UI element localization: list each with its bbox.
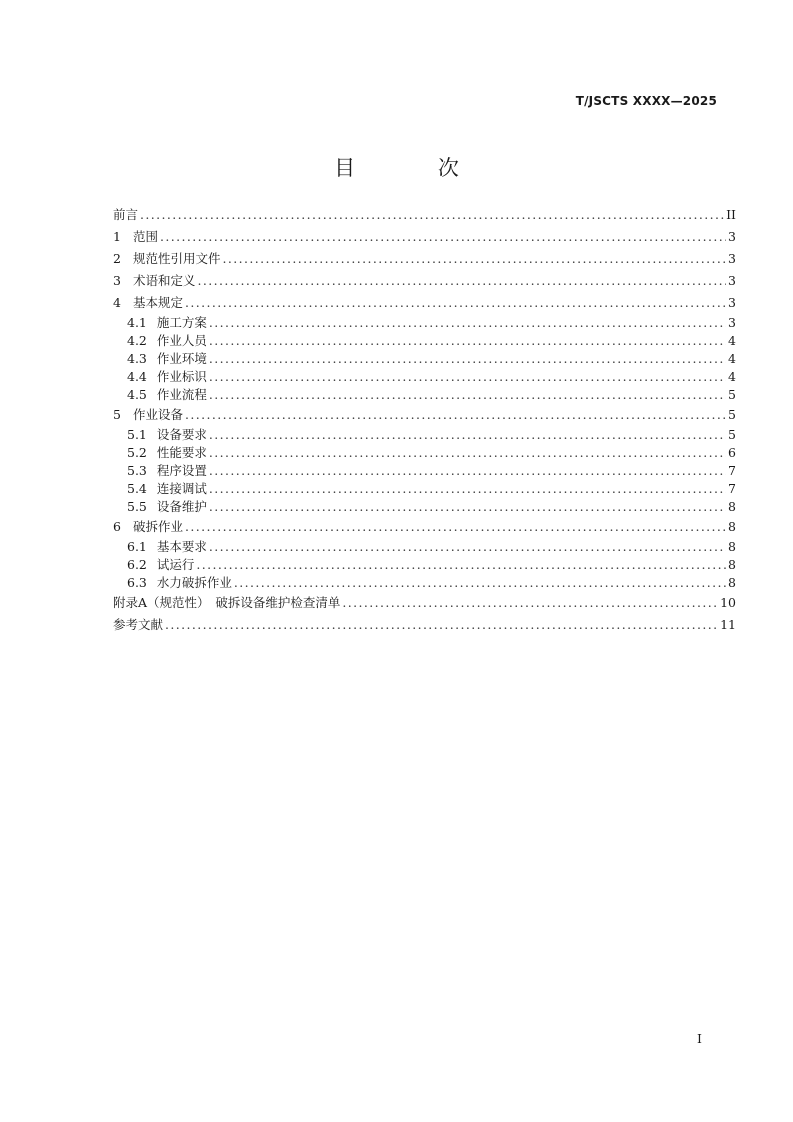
toc-entry-label: 程序设置: [156, 463, 207, 478]
toc-entry-number: 4.2: [127, 333, 147, 348]
toc-entry-number: 4: [113, 295, 121, 310]
toc-entry-4-1[interactable]: [113, 314, 736, 332]
leader-dots: [234, 574, 726, 592]
toc-entry-page: 6: [728, 445, 736, 460]
toc-entry-number: 5.5: [127, 499, 147, 514]
leader-dots: [196, 556, 726, 574]
toc-entry-page: II: [726, 207, 736, 222]
toc-entry-4-5[interactable]: [113, 386, 736, 404]
toc-entry-page: 4: [728, 369, 736, 384]
leader-dots: [209, 426, 726, 444]
leader-dots: [209, 314, 726, 332]
toc-entry-label: 术语和定义: [132, 273, 196, 288]
toc-entry-label: 施工方案: [156, 315, 207, 330]
leader-dots: [185, 404, 726, 426]
leader-dots: [160, 226, 726, 248]
toc-entry-number: 5.2: [127, 445, 147, 460]
leader-dots: [165, 614, 718, 636]
toc-entry-terms-definitions[interactable]: [113, 270, 736, 292]
toc-entry-label: 前言: [113, 207, 139, 222]
toc-entry-number: 5.1: [127, 427, 147, 442]
leader-dots: [209, 444, 726, 462]
toc-entry-label: 连接调试: [156, 481, 207, 496]
toc-entry-label: 设备要求: [156, 427, 207, 442]
toc-entry-number: 4.1: [127, 315, 147, 330]
toc-entry-6-3[interactable]: [113, 574, 736, 592]
toc-entry-label: 性能要求: [156, 445, 207, 460]
toc-entry-page: 7: [728, 463, 736, 478]
leader-dots: [197, 270, 726, 292]
toc-entry-label: 作业设备: [132, 407, 183, 422]
toc-entry-equipment[interactable]: [113, 404, 736, 426]
toc-entry-label: 附录A（规范性）: [113, 595, 210, 610]
page-number: I: [697, 1031, 702, 1046]
toc-entry-5-2[interactable]: [113, 444, 736, 462]
toc-entry-page: 3: [728, 273, 736, 288]
toc-entry-number: 5.3: [127, 463, 147, 478]
leader-dots: [209, 538, 726, 556]
toc-entry-number: 4.3: [127, 351, 147, 366]
toc-entry-4-3[interactable]: [113, 350, 736, 368]
toc-entry-page: 7: [728, 481, 736, 496]
toc-entry-4-4[interactable]: [113, 368, 736, 386]
toc-entry-page: 8: [728, 539, 736, 554]
toc-entry-page: 8: [728, 519, 736, 534]
toc-entry-4-2[interactable]: [113, 332, 736, 350]
toc-entry-page: 8: [728, 499, 736, 514]
leader-dots: [209, 480, 726, 498]
toc-entry-label-title: 破拆设备维护检查清单: [215, 595, 341, 610]
leader-dots: [209, 462, 726, 480]
toc-entry-label: 范围: [132, 229, 158, 244]
toc-entry-5-5[interactable]: [113, 498, 736, 516]
toc-entry-label: 参考文献: [113, 617, 164, 632]
toc-entry-number: 2: [113, 251, 121, 266]
toc-entry-label: 作业环境: [156, 351, 207, 366]
toc-entry-page: 5: [728, 407, 736, 422]
toc-entry-number: 5: [113, 407, 121, 422]
toc-entry-label: 基本规定: [132, 295, 183, 310]
leader-dots: [209, 386, 726, 404]
leader-dots: [209, 498, 726, 516]
table-of-contents: [113, 204, 736, 636]
toc-entry-page: 8: [728, 557, 736, 572]
leader-dots: [140, 204, 724, 226]
toc-entry-number: 1: [113, 229, 121, 244]
toc-entry-label: 试运行: [156, 557, 195, 572]
toc-entry-label: 水力破拆作业: [156, 575, 232, 590]
document-code: T/JSCTS XXXX—2025: [575, 94, 717, 108]
toc-entry-page: 3: [728, 315, 736, 330]
toc-entry-5-1[interactable]: [113, 426, 736, 444]
toc-entry-6-2[interactable]: [113, 556, 736, 574]
toc-title: 目 次: [334, 156, 497, 180]
toc-entry-number: 6: [113, 519, 121, 534]
leader-dots: [209, 350, 726, 368]
toc-entry-basic-provisions[interactable]: [113, 292, 736, 314]
toc-entry-number: 6.2: [127, 557, 147, 572]
toc-entry-page: 8: [728, 575, 736, 590]
toc-entry-label: 作业流程: [156, 387, 207, 402]
toc-entry-page: 5: [728, 427, 736, 442]
toc-entry-foreword[interactable]: [113, 204, 736, 226]
toc-entry-number: 4.4: [127, 369, 147, 384]
toc-entry-label: 作业标识: [156, 369, 207, 384]
toc-entry-page: 4: [728, 351, 736, 366]
leader-dots: [342, 592, 718, 614]
toc-entry-page: 10: [720, 595, 736, 610]
toc-entry-page: 4: [728, 333, 736, 348]
toc-entry-number: 3: [113, 273, 121, 288]
toc-entry-page: 5: [728, 387, 736, 402]
leader-dots: [209, 332, 726, 350]
leader-dots: [185, 292, 726, 314]
toc-entry-label: 基本要求: [156, 539, 207, 554]
toc-entry-5-4[interactable]: [113, 480, 736, 498]
toc-entry-normative-references[interactable]: [113, 248, 736, 270]
toc-entry-page: 3: [728, 295, 736, 310]
leader-dots: [185, 516, 726, 538]
toc-entry-page: 3: [728, 251, 736, 266]
toc-entry-label: 作业人员: [156, 333, 207, 348]
toc-entry-number: 4.5: [127, 387, 147, 402]
toc-entry-demolition-work[interactable]: [113, 516, 736, 538]
toc-entry-label: 破拆作业: [132, 519, 183, 534]
toc-entry-bibliography[interactable]: [113, 614, 736, 636]
toc-entry-label: 规范性引用文件: [132, 251, 221, 266]
toc-entry-scope[interactable]: [113, 226, 736, 248]
toc-entry-number: 5.4: [127, 481, 147, 496]
toc-entry-6-1[interactable]: [113, 538, 736, 556]
toc-entry-number: 6.3: [127, 575, 147, 590]
toc-entry-5-3[interactable]: [113, 462, 736, 480]
leader-dots: [222, 248, 726, 270]
toc-entry-page: 11: [720, 617, 736, 632]
toc-entry-appendix-a[interactable]: [113, 592, 736, 614]
toc-entry-page: 3: [728, 229, 736, 244]
toc-entry-label: 设备维护: [156, 499, 207, 514]
leader-dots: [209, 368, 726, 386]
toc-entry-number: 6.1: [127, 539, 147, 554]
